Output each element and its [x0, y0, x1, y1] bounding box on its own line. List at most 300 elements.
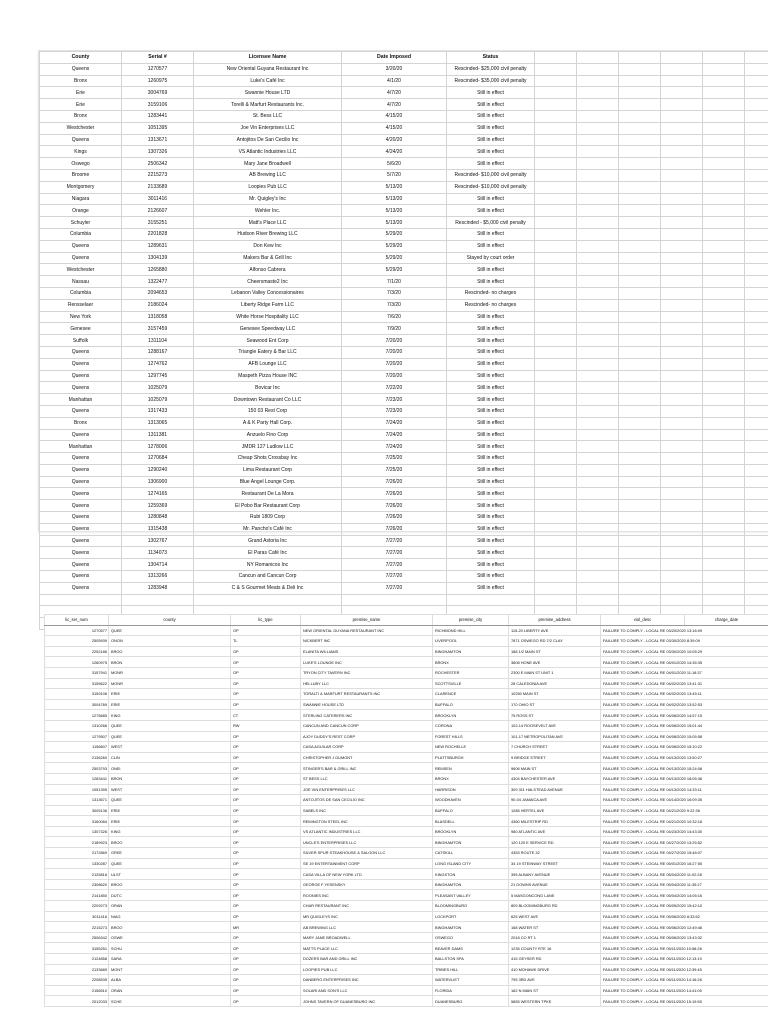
detail-row: [45, 795, 768, 806]
detail-cell: SE 19 ENTERTAINMENT CORP: [301, 858, 433, 869]
summary-cell: Queens: [40, 535, 122, 547]
summary-cell: Stayed by court order: [447, 252, 535, 264]
detail-cell: OP: [231, 784, 301, 795]
summary-row: [40, 335, 768, 347]
detail-cell: STINGER'S BAR & GRILL INC: [301, 763, 433, 774]
empty-cell: [745, 382, 768, 394]
empty-cell: [745, 193, 768, 205]
summary-cell: Still in effect: [447, 370, 535, 382]
empty-cell: [745, 75, 768, 87]
summary-cell: 5/13/20: [342, 217, 447, 229]
empty-cell: [619, 240, 661, 252]
summary-header-cell: County: [40, 52, 122, 64]
summary-cell: Schuyler: [40, 217, 122, 229]
detail-cell: 2208535: [45, 975, 109, 986]
empty-cell: [619, 181, 661, 193]
empty-cell: [619, 535, 661, 547]
empty-cell: [661, 405, 703, 417]
detail-cell: ROCHESTER: [433, 667, 509, 678]
summary-cell: Still in effect: [447, 582, 535, 594]
detail-cell: QUEE: [109, 731, 231, 742]
summary-cell: Queens: [40, 488, 122, 500]
detail-cell: 2156510: [45, 985, 109, 996]
empty-cell: [577, 87, 619, 99]
empty-cell: [745, 370, 768, 382]
detail-row: [45, 869, 768, 880]
detail-cell: ROONIES INC: [301, 890, 433, 901]
empty-cell: [745, 323, 768, 335]
empty-cell: [577, 228, 619, 240]
summary-cell: 3157459: [122, 323, 194, 335]
empty-cell: [619, 488, 661, 500]
summary-cell: 7/3/20: [342, 299, 447, 311]
empty-cell: [661, 559, 703, 571]
empty-cell: [703, 547, 745, 559]
empty-cell: [661, 99, 703, 111]
detail-cell: 2308620: [45, 879, 109, 890]
detail-row: [45, 964, 768, 975]
summary-cell: Cancun and Cancun Corp: [194, 571, 342, 583]
summary-row: [40, 571, 768, 583]
detail-cell: SABELS INC: [301, 805, 433, 816]
empty-cell: [661, 193, 703, 205]
empty-cell: [661, 382, 703, 394]
summary-cell: Rubi 1809 Corp: [194, 512, 342, 524]
detail-cell: BUFFALO: [433, 805, 509, 816]
empty-cell: [619, 441, 661, 453]
detail-cell: QUEE: [109, 720, 231, 731]
detail-cell: WEST: [109, 784, 231, 795]
summary-row: [40, 453, 768, 465]
empty-cell: [661, 158, 703, 170]
detail-cell: REMSEN: [433, 763, 509, 774]
empty-cell: [661, 535, 703, 547]
detail-cell: SOLARI AND SON'S LLC: [301, 985, 433, 996]
empty-cell: [577, 276, 619, 288]
empty-cell: [577, 323, 619, 335]
detail-table: [44, 614, 768, 1007]
empty-cell: [745, 217, 768, 229]
detail-header-cell: county: [109, 615, 231, 626]
detail-cell: OP: [231, 943, 301, 954]
detail-cell: DANBERG ENTERPRISES INC: [301, 975, 433, 986]
empty-cell: [577, 75, 619, 87]
summary-cell: Still in effect: [447, 99, 535, 111]
detail-cell: 3005136: [45, 805, 109, 816]
summary-cell: Still in effect: [447, 228, 535, 240]
summary-cell: JMDR 127 Ludlow LLC: [194, 441, 342, 453]
detail-cell: FAILURE TO COMPLY - LOCAL RE 03/20/2020 13:16:09: [601, 625, 768, 636]
empty-cell: [535, 394, 577, 406]
summary-row: [40, 99, 768, 111]
summary-cell: Still in effect: [447, 146, 535, 158]
detail-cell: 21 DOWNS AVENUE: [509, 879, 601, 890]
empty-cell: [577, 252, 619, 264]
summary-cell: Queens: [40, 358, 122, 370]
summary-cell: Queens: [40, 346, 122, 358]
summary-cell: 4/1/20: [342, 75, 447, 87]
detail-cell: FAILURE TO COMPLY - LOCAL RE 04/08/2020 15:10:22: [601, 742, 768, 753]
summary-cell: 150 03 Rest Corp: [194, 405, 342, 417]
empty-cell: [535, 240, 577, 252]
detail-cell: ELANITA WILLIAMS: [301, 646, 433, 657]
empty-cell: [703, 87, 745, 99]
detail-row: [45, 932, 768, 943]
empty-cell: [745, 571, 768, 583]
detail-cell: 1283441: [45, 773, 109, 784]
detail-cell: BRONX: [433, 773, 509, 784]
summary-cell: Queens: [40, 582, 122, 594]
detail-cell: 2503793: [45, 763, 109, 774]
detail-cell: OP: [231, 678, 301, 689]
empty-cell: [703, 523, 745, 535]
detail-cell: RW: [231, 720, 301, 731]
empty-cell: [535, 99, 577, 111]
empty-cell: [661, 547, 703, 559]
detail-cell: 2506342: [45, 932, 109, 943]
empty-cell: [535, 464, 577, 476]
detail-cell: CASA AGUILAR CORP: [301, 742, 433, 753]
summary-row: [40, 382, 768, 394]
detail-cell: ULST: [109, 869, 231, 880]
summary-cell: Still in effect: [447, 441, 535, 453]
summary-cell: Bovicar Inc: [194, 382, 342, 394]
summary-cell: Kings: [40, 146, 122, 158]
detail-cell: 1307326: [45, 826, 109, 837]
summary-cell: Manhattan: [40, 394, 122, 406]
empty-cell: [577, 299, 619, 311]
empty-cell: [577, 523, 619, 535]
summary-cell: Don Kew Inc: [194, 240, 342, 252]
summary-cell: 5/29/20: [342, 252, 447, 264]
summary-cell: Still in effect: [447, 464, 535, 476]
summary-header-cell: Date Imposed: [342, 52, 447, 64]
summary-cell: Queens: [40, 382, 122, 394]
summary-cell: Blue Angel Lounge Corp.: [194, 476, 342, 488]
detail-row: [45, 922, 768, 933]
detail-cell: 2012033: [45, 996, 109, 1007]
summary-cell: 4/20/20: [342, 134, 447, 146]
empty-cell: [619, 382, 661, 394]
empty-cell: [535, 512, 577, 524]
detail-row: [45, 752, 768, 763]
detail-cell: WOODHAVEN: [433, 795, 509, 806]
detail-row: [45, 837, 768, 848]
detail-cell: 170 OHIO ST: [509, 699, 601, 710]
detail-row: [45, 985, 768, 996]
empty-cell: [535, 110, 577, 122]
detail-cell: 4304 BAYCHESTER AVE: [509, 773, 601, 784]
summary-cell: Queens: [40, 476, 122, 488]
summary-cell: El Pobo Bar Restaurant Corp: [194, 500, 342, 512]
summary-cell: Bronx: [40, 75, 122, 87]
detail-cell: 1279507: [45, 731, 109, 742]
summary-cell: New Oriental Guyana Restaurant Inc: [194, 63, 342, 75]
detail-cell: OP: [231, 646, 301, 657]
detail-cell: ALBA: [109, 975, 231, 986]
summary-cell: 7/20/20: [342, 358, 447, 370]
empty-cell: [619, 264, 661, 276]
detail-cell: CT: [231, 710, 301, 721]
detail-cell: 1051395: [45, 784, 109, 795]
summary-cell: 7/23/20: [342, 394, 447, 406]
detail-cell: WEST: [109, 742, 231, 753]
summary-cell: Torelli & Marfurt Restaurants Inc.: [194, 99, 342, 111]
summary-cell: AFB Lounge LLC: [194, 358, 342, 370]
summary-cell: Anzuelo Fino Corp: [194, 429, 342, 441]
detail-cell: 34 19 STEINWAY STREET: [509, 858, 601, 869]
empty-cell: [577, 346, 619, 358]
detail-cell: QUEE: [109, 795, 231, 806]
empty-cell: [577, 405, 619, 417]
summary-cell: Erie: [40, 99, 122, 111]
detail-cell: NIAG: [109, 911, 231, 922]
empty-cell: [661, 181, 703, 193]
summary-cell: 1288167: [122, 346, 194, 358]
detail-header-cell: lic_ser_num: [45, 615, 109, 626]
empty-cell: [535, 193, 577, 205]
empty-cell: [703, 158, 745, 170]
detail-cell: OP: [231, 805, 301, 816]
detail-cell: FAILURE TO COMPLY - LOCAL RE 04/13/2020 14:33:11: [601, 784, 768, 795]
detail-cell: KING: [109, 826, 231, 837]
empty-cell: [703, 335, 745, 347]
empty-cell: [661, 52, 703, 64]
detail-cell: ST BESS LLC: [301, 773, 433, 784]
summary-row: [40, 228, 768, 240]
detail-cell: BRON: [109, 773, 231, 784]
empty-cell: [619, 99, 661, 111]
detail-cell: MARY JANE BROADWELL: [301, 932, 433, 943]
summary-cell: Suffolk: [40, 335, 122, 347]
detail-cell: 1270577: [45, 625, 109, 636]
detail-row: [45, 816, 768, 827]
detail-cell: 3157941: [45, 667, 109, 678]
summary-cell: Still in effect: [447, 311, 535, 323]
empty-cell: [661, 287, 703, 299]
detail-cell: OP: [231, 773, 301, 784]
empty-cell: [745, 146, 768, 158]
summary-row: [40, 87, 768, 99]
detail-cell: FAILURE TO COMPLY - LOCAL RE 03/30/2020 10:05:29: [601, 646, 768, 657]
detail-header-cell: premise_address: [509, 615, 601, 626]
detail-cell: BINGHAMTON: [433, 837, 509, 848]
detail-cell: ANTOJITOS DE SAN CECILIO INC: [301, 795, 433, 806]
detail-header-cell: viol_desc: [601, 615, 685, 626]
detail-cell: MR: [231, 922, 301, 933]
detail-cell: CATSKILL: [433, 848, 509, 859]
detail-cell: FAILURE TO COMPLY - LOCAL RE 04/21/2020 10:32:18: [601, 816, 768, 827]
empty-cell: [745, 169, 768, 181]
empty-cell: [745, 500, 768, 512]
summary-cell: Grand Astoria Inc: [194, 535, 342, 547]
detail-cell: FOREST HILLS: [433, 731, 509, 742]
empty-cell: [703, 205, 745, 217]
summary-cell: New York: [40, 311, 122, 323]
summary-row: [40, 358, 768, 370]
detail-cell: 625 WEST AVE: [509, 911, 601, 922]
detail-cell: OSWE: [109, 932, 231, 943]
summary-cell: AB Brewing LLC: [194, 169, 342, 181]
detail-cell: 2215273: [45, 922, 109, 933]
empty-cell: [577, 417, 619, 429]
summary-row: [40, 394, 768, 406]
detail-row: [45, 805, 768, 816]
detail-cell: 7871 OSWEGO RD 7/2 CLAY: [509, 636, 601, 647]
empty-cell: [703, 394, 745, 406]
empty-cell: [661, 582, 703, 594]
empty-cell: [535, 488, 577, 500]
empty-cell: [703, 193, 745, 205]
empty-cell: [535, 476, 577, 488]
summary-cell: Montgomery: [40, 181, 122, 193]
summary-cell: 1051395: [122, 122, 194, 134]
summary-cell: 1304714: [122, 559, 194, 571]
empty-cell: [703, 453, 745, 465]
summary-cell: 5/29/20: [342, 264, 447, 276]
empty-cell: [577, 370, 619, 382]
summary-cell: 7/27/20: [342, 559, 447, 571]
violations-detail-sheet: [44, 614, 768, 1024]
summary-cell: 7/27/20: [342, 547, 447, 559]
detail-cell: 2209273: [45, 901, 109, 912]
summary-cell: 1283441: [122, 110, 194, 122]
summary-cell: Still in effect: [447, 335, 535, 347]
empty-cell: [661, 594, 703, 606]
detail-cell: BROO: [109, 837, 231, 848]
detail-cell: 1275685: [45, 710, 109, 721]
detail-cell: LUKE'S LOUNGE INC: [301, 657, 433, 668]
empty-cell: [661, 464, 703, 476]
detail-cell: FAILURE TO COMPLY - LOCAL RE 04/13/2020 15:24:08: [601, 763, 768, 774]
summary-cell: Mr. Pancho's Café Inc: [194, 523, 342, 535]
empty-cell: [535, 311, 577, 323]
summary-row: [40, 63, 768, 75]
detail-cell: ERIE: [109, 689, 231, 700]
empty-cell: [577, 582, 619, 594]
summary-cell: Seawood Ent Corp: [194, 335, 342, 347]
summary-cell: El Paras Café Inc: [194, 547, 342, 559]
empty-cell: [661, 311, 703, 323]
detail-cell: BUFFALO: [433, 699, 509, 710]
summary-cell: Matt's Place LLC: [194, 217, 342, 229]
detail-cell: 3011416: [45, 911, 109, 922]
empty-cell: [703, 535, 745, 547]
empty-row: [40, 594, 768, 606]
empty-cell: [661, 252, 703, 264]
empty-cell: [577, 512, 619, 524]
empty-cell: [745, 134, 768, 146]
summary-cell: Still in effect: [447, 122, 535, 134]
detail-cell: 3155622: [45, 678, 109, 689]
detail-cell: ERIE: [109, 805, 231, 816]
detail-cell: OP: [231, 826, 301, 837]
summary-cell: Still in effect: [447, 429, 535, 441]
detail-cell: 115-20 LIBERTY AVE: [509, 625, 601, 636]
summary-cell: 5/13/20: [342, 193, 447, 205]
empty-cell: [535, 335, 577, 347]
empty-cell: [703, 323, 745, 335]
detail-cell: AB BREWING LLC: [301, 922, 433, 933]
empty-cell: [577, 559, 619, 571]
detail-cell: BALLSTON SPA: [433, 954, 509, 965]
detail-cell: LONG ISLAND CITY: [433, 858, 509, 869]
detail-cell: 2505939: [45, 636, 109, 647]
empty-cell: [661, 417, 703, 429]
empty-cell: [661, 453, 703, 465]
empty-cell: [703, 217, 745, 229]
summary-cell: Triangle Eatery & Bar LLC: [194, 346, 342, 358]
detail-cell: BROO: [109, 879, 231, 890]
detail-cell: 75 ROSS ST: [509, 710, 601, 721]
detail-cell: 410 MOHAWK DRIVE: [509, 964, 601, 975]
summary-cell: 1025079: [122, 382, 194, 394]
detail-cell: TORALTI & MARFURT RESTAURANTS INC: [301, 689, 433, 700]
detail-cell: 1310266: [45, 720, 109, 731]
empty-cell: [745, 110, 768, 122]
summary-row: [40, 523, 768, 535]
detail-cell: OP: [231, 964, 301, 975]
empty-cell: [745, 453, 768, 465]
detail-cell: SCHU: [109, 943, 231, 954]
detail-cell: TRIBES HILL: [433, 964, 509, 975]
detail-cell: 4360 MILESTRIP RD: [509, 816, 601, 827]
empty-cell: [703, 299, 745, 311]
detail-cell: 1156607: [45, 742, 109, 753]
summary-cell: A & K Party Hall Corp.: [194, 417, 342, 429]
detail-row: [45, 890, 768, 901]
empty-cell: [703, 582, 745, 594]
summary-cell: 1290240: [122, 464, 194, 476]
detail-cell: 5 MASGONCONG LANE: [509, 890, 601, 901]
empty-cell: [577, 358, 619, 370]
summary-header-cell: Serial #: [122, 52, 194, 64]
empty-cell: [535, 323, 577, 335]
summary-cell: 1311381: [122, 429, 194, 441]
summary-cell: 7/26/20: [342, 488, 447, 500]
summary-cell: 1278006: [122, 441, 194, 453]
detail-cell: FAILURE TO COMPLY - LOCAL RE 04/01/2020 11:18:37: [601, 667, 768, 678]
summary-cell: Queens: [40, 523, 122, 535]
empty-cell: [661, 441, 703, 453]
summary-cell: 7/26/20: [342, 500, 447, 512]
summary-cell: 7/26/20: [342, 476, 447, 488]
empty-cell: [535, 217, 577, 229]
empty-cell: [577, 287, 619, 299]
detail-cell: GREE: [109, 848, 231, 859]
empty-cell: [661, 217, 703, 229]
summary-cell: Loopies Pub LLC: [194, 181, 342, 193]
empty-cell: [745, 299, 768, 311]
empty-cell: [745, 464, 768, 476]
summary-cell: Still in effect: [447, 405, 535, 417]
summary-cell: Still in effect: [447, 240, 535, 252]
detail-cell: FAILURE TO COMPLY - LOCAL RE 04/02/2020 13:41:31: [601, 678, 768, 689]
empty-cell: [745, 346, 768, 358]
detail-cell: MONR: [109, 667, 231, 678]
empty-cell: [619, 287, 661, 299]
summary-cell: Rescinded- no charges: [447, 299, 535, 311]
detail-row: [45, 636, 768, 647]
summary-cell: 1274762: [122, 358, 194, 370]
empty-cell: [342, 594, 447, 606]
summary-row: [40, 582, 768, 594]
summary-row: [40, 134, 768, 146]
detail-cell: CLIN: [109, 752, 231, 763]
empty-cell: [535, 370, 577, 382]
detail-cell: BROOKLYN: [433, 826, 509, 837]
empty-cell: [745, 488, 768, 500]
